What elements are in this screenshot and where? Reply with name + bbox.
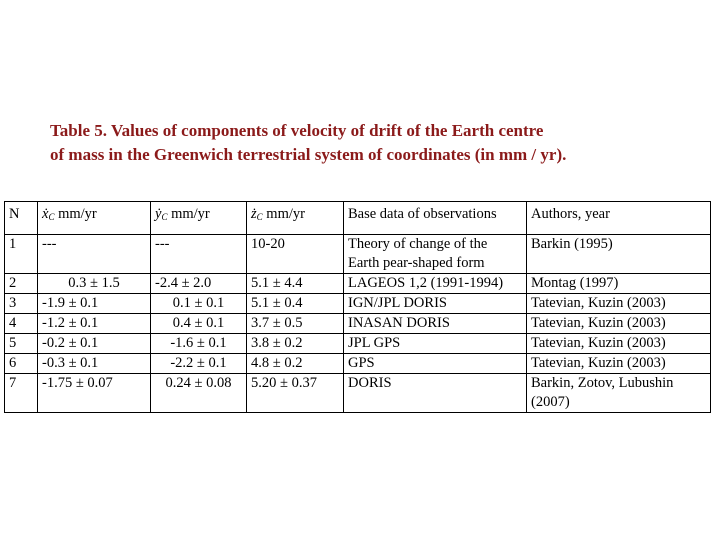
cell-authors: Tatevian, Kuzin (2003) bbox=[527, 334, 711, 354]
cell-authors: Barkin (1995) bbox=[527, 235, 711, 274]
z-unit: mm/yr bbox=[266, 206, 305, 222]
caption-line-1: Table 5. Values of components of velocity of drift of the Earth centre bbox=[50, 121, 544, 140]
cell-z: 3.7 ± 0.5 bbox=[247, 314, 344, 334]
cell-base: DORIS bbox=[344, 374, 527, 413]
table-row bbox=[5, 354, 711, 374]
header-authors: Authors, year bbox=[527, 202, 711, 235]
cell-x: 0.3 ± 1.5 bbox=[38, 274, 151, 294]
cell-n: 7 bbox=[5, 374, 38, 413]
z-dot-symbol: $ż_C$ bbox=[251, 206, 263, 222]
table-row bbox=[5, 334, 711, 354]
y-unit: mm/yr bbox=[171, 206, 210, 222]
cell-x: --- bbox=[38, 235, 151, 274]
table-row bbox=[5, 235, 711, 274]
cell-base: INASAN DORIS bbox=[344, 314, 527, 334]
cell-z: 5.20 ± 0.37 bbox=[247, 374, 344, 413]
cell-y: 0.4 ± 0.1 bbox=[151, 314, 247, 334]
cell-x: -0.3 ± 0.1 bbox=[38, 354, 151, 374]
caption-line-2: of mass in the Greenwich terrestrial system of coordinates (in mm / yr). bbox=[50, 145, 567, 164]
cell-x: -1.9 ± 0.1 bbox=[38, 294, 151, 314]
y-dot-symbol: ẏ$_C$ bbox=[155, 206, 168, 222]
cell-authors: Montag (1997) bbox=[527, 274, 711, 294]
cell-n: 5 bbox=[5, 334, 38, 354]
x-unit: mm/yr bbox=[58, 206, 97, 222]
x-dot-symbol: ẋ$_C$ bbox=[42, 206, 55, 222]
header-z-velocity bbox=[247, 202, 344, 235]
cell-n: 4 bbox=[5, 314, 38, 334]
cell-z: 3.8 ± 0.2 bbox=[247, 334, 344, 354]
header-x-velocity bbox=[38, 202, 151, 235]
cell-authors: Tatevian, Kuzin (2003) bbox=[527, 314, 711, 334]
table-row bbox=[5, 314, 711, 334]
header-base-data: Base data of observations bbox=[344, 202, 527, 235]
cell-authors: Tatevian, Kuzin (2003) bbox=[527, 354, 711, 374]
cell-base: GPS bbox=[344, 354, 527, 374]
drift-velocity-table bbox=[4, 201, 711, 413]
cell-n: 2 bbox=[5, 274, 38, 294]
table-row bbox=[5, 294, 711, 314]
cell-n: 1 bbox=[5, 235, 38, 274]
cell-base: JPL GPS bbox=[344, 334, 527, 354]
header-n: N bbox=[5, 202, 38, 235]
cell-y: -1.6 ± 0.1 bbox=[151, 334, 247, 354]
cell-z: 5.1 ± 4.4 bbox=[247, 274, 344, 294]
cell-base: LAGEOS 1,2 (1991-1994) bbox=[344, 274, 527, 294]
table-caption bbox=[50, 119, 690, 167]
cell-y: -2.2 ± 0.1 bbox=[151, 354, 247, 374]
cell-y: -2.4 ± 2.0 bbox=[151, 274, 247, 294]
header-y-velocity bbox=[151, 202, 247, 235]
cell-x: -1.75 ± 0.07 bbox=[38, 374, 151, 413]
cell-base: Theory of change of the Earth pear-shaped form bbox=[344, 235, 527, 274]
cell-authors: Tatevian, Kuzin (2003) bbox=[527, 294, 711, 314]
cell-y: --- bbox=[151, 235, 247, 274]
table-row bbox=[5, 274, 711, 294]
cell-authors: Barkin, Zotov, Lubushin (2007) bbox=[527, 374, 711, 413]
cell-base: IGN/JPL DORIS bbox=[344, 294, 527, 314]
cell-x: -1.2 ± 0.1 bbox=[38, 314, 151, 334]
cell-x: -0.2 ± 0.1 bbox=[38, 334, 151, 354]
cell-y: 0.24 ± 0.08 bbox=[151, 374, 247, 413]
table-header-row bbox=[5, 202, 711, 235]
cell-y: 0.1 ± 0.1 bbox=[151, 294, 247, 314]
cell-n: 3 bbox=[5, 294, 38, 314]
cell-z: 10-20 bbox=[247, 235, 344, 274]
table-row bbox=[5, 374, 711, 413]
cell-z: 4.8 ± 0.2 bbox=[247, 354, 344, 374]
cell-n: 6 bbox=[5, 354, 38, 374]
cell-z: 5.1 ± 0.4 bbox=[247, 294, 344, 314]
